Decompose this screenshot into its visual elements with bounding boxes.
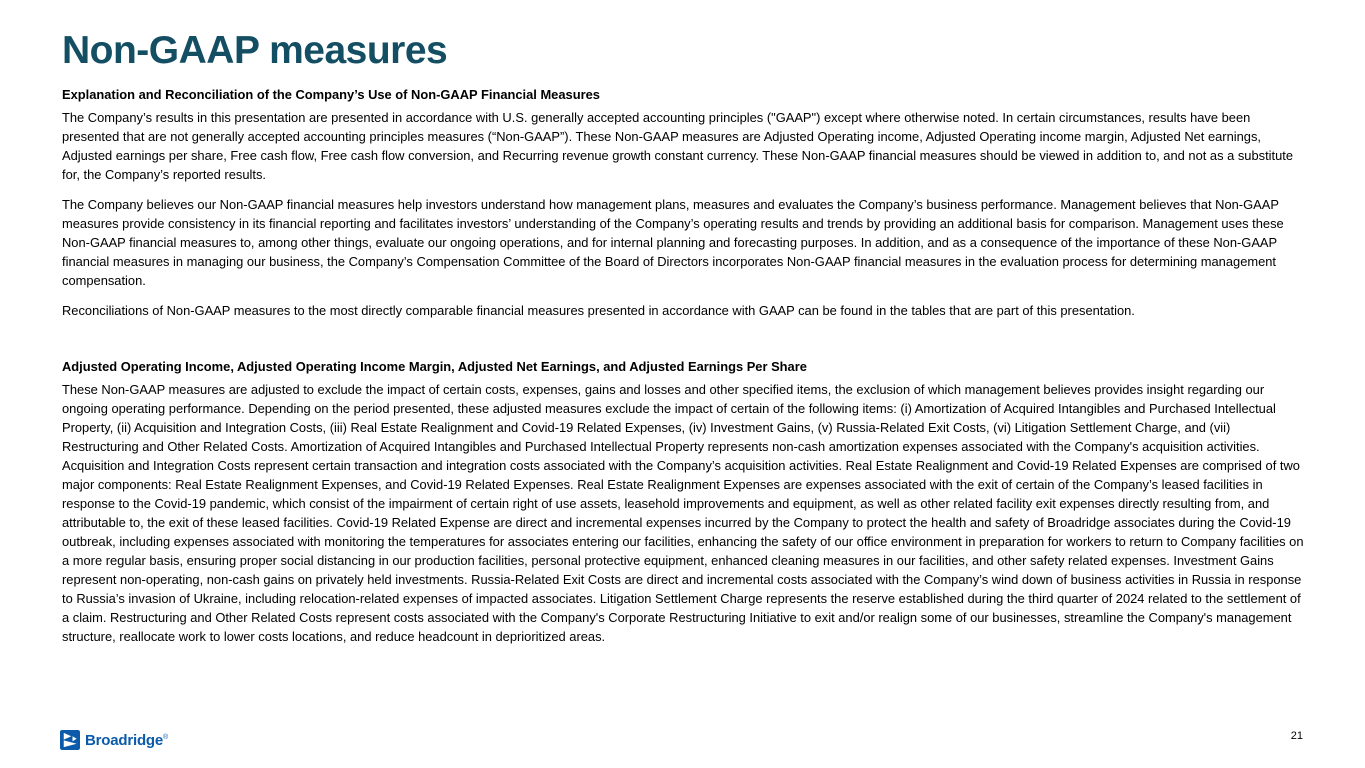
section-adjusted-measures	[62, 357, 1305, 646]
paragraph: The Company believes our Non-GAAP financial measures help investors understand how management plans, measures and evaluates the Company’s business performance. Management believes that Non-GAAP measures provide consistency in its financial reporting and facilitates investors’ understanding of the Company’s operating results and trends by providing an additional basis for comparison. Management uses these Non-GAAP financial measures to, among other things, evaluate our ongoing operations, and for internal planning and forecasting purposes. In addition, and as a consequence of the importance of these Non-GAAP financial measures in managing our business, the Company’s Compensation Committee of the Board of Directors incorporates Non-GAAP financial measures in the evaluation process for determining management compensation.	[62, 196, 1284, 288]
registered-trademark: ®	[163, 733, 168, 741]
paragraph: Reconciliations of Non-GAAP measures to the most directly comparable financial measures presented in accordance with GAAP can be found in the tables that are part of this presentation.	[62, 302, 1135, 318]
paragraph: These Non-GAAP measures are adjusted to exclude the impact of certain costs, expenses, gains and losses and other specified items, the exclusion of which management believes provides insight regarding our ongoing operating performance. Depending on the period presented, these adjusted measures exclude the impact of certain of the following items: (i) Amortization of Acquired Intangibles and Purchased Intellectual Property, (ii) Acquisition and Integration Costs, (iii) Real Estate Realignment and Covid-19 Related Expenses, (iv) Investment Gains, (v) Russia-Related Exit Costs, (vi) Litigation Settlement Charge, and (vii) Restructuring and Other Related Costs. Amortization of Acquired Intangibles and Purchased Intellectual Property represents non-cash amortization expenses associated with the Company's acquisition activities. Acquisition and Integration Costs represent certain transaction and integration costs associated with the Company’s acquisition activities. Real Estate Realignment and Covid-19 Related Expenses are comprised of two major components: Real Estate Realignment Expenses, and Covid-19 Related Expenses. Real Estate Realignment Expenses are expenses associated with the exit of certain of the Company’s leased facilities in response to the Covid-19 pandemic, which consist of the impairment of certain right of use assets, leasehold improvements and equipment, as well as other related facility exit expenses directly resulting from, and attributable to, the exit of these leased facilities. Covid-19 Related Expense are direct and incremental expenses incurred by the Company to protect the health and safety of Broadridge associates during the Covid-19 outbreak, including expenses associated with monitoring the temperatures for associates entering our facilities, enhancing the safety of our office environment in preparation for workers to return to Company facilities on a more regular basis, ensuring proper social distancing in our production facilities, personal protective equipment, enhanced cleaning measures in our facilities, and other safety related expenses. Investment Gains represent non-operating, non-cash gains on privately held investments. Russia-Related Exit Costs are direct and incremental costs associated with the Company’s wind down of business activities in Russia in response to Russia’s invasion of Ukraine, including relocation-related expenses of impacted associates. Litigation Settlement Charge represents the reserve established during the third quarter of 2024 related to the settlement of a claim. Restructuring and Other Related Costs represent costs associated with the Company's Corporate Restructuring Initiative to exit and/or realign some of our businesses, streamline the Company's management structure, reallocate work to lower costs locations, and reduce headcount in deprioritized areas.	[62, 381, 1304, 644]
page-title: Non-GAAP measures	[62, 29, 448, 72]
paragraph: The Company’s results in this presentation are presented in accordance with U.S. generally accepted accounting principles ("GAAP") except where otherwise noted. In certain circumstances, results have been presented that are not generally accepted accounting principles measures (“Non-GAAP”). These Non-GAAP measures are Adjusted Operating income, Adjusted Operating income margin, Adjusted Net earnings, Adjusted earnings per share, Free cash flow, Free cash flow conversion, and Recurring revenue growth constant currency. These Non-GAAP financial measures should be viewed in addition to, and not as a substitute for, the Company’s reported results.	[62, 109, 1294, 182]
section-heading-adjusted: Adjusted Operating Income, Adjusted Operating Income Margin, Adjusted Net Earnings, and Adjusted Earnings Per Share	[62, 358, 807, 374]
broadridge-logo	[60, 730, 168, 750]
section-explanation	[62, 85, 1305, 320]
slide-content	[62, 30, 1305, 657]
page-number: 21	[1290, 730, 1303, 742]
section-heading-explanation: Explanation and Reconciliation of the Company’s Use of Non-GAAP Financial Measures	[62, 86, 600, 102]
section-spacer	[62, 331, 1305, 357]
broadridge-wordmark: Broadridge®	[85, 731, 168, 749]
broadridge-logo-icon	[60, 730, 80, 750]
